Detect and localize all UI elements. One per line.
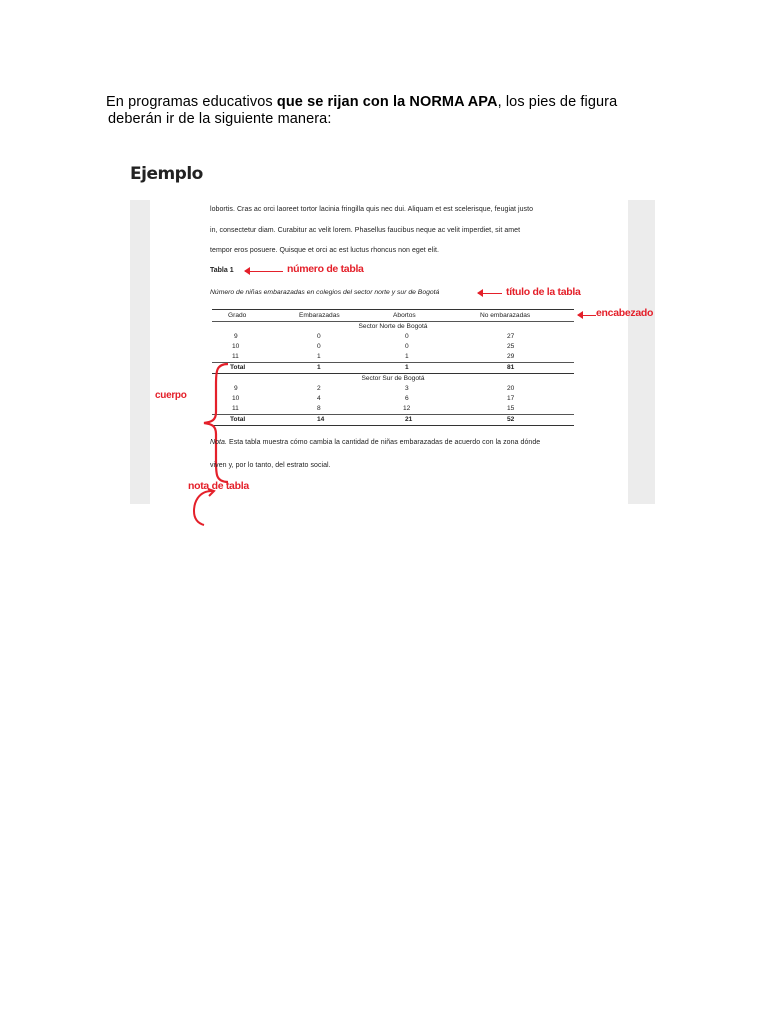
sector-label-norte: Sector Norte de Bogotá [358, 323, 428, 330]
cell-abortos: 21 [405, 416, 413, 423]
intro-line-1-end: , los pies de figura [497, 94, 618, 110]
cell-no-embarazadas: 52 [507, 416, 515, 423]
example-heading: Ejemplo [130, 164, 203, 184]
cell-abortos: 3 [405, 385, 409, 392]
cell-grado: 9 [234, 333, 238, 340]
intro-text [106, 94, 666, 128]
intro-line-1 [106, 94, 666, 111]
cell-abortos: 1 [405, 353, 409, 360]
cell-no-embarazadas: 20 [507, 385, 515, 392]
cell-no-embarazadas: 81 [507, 364, 515, 371]
intro-line-1-start: En programas educativos [106, 94, 277, 110]
cell-embarazadas: 2 [317, 385, 321, 392]
cell-embarazadas: 1 [317, 364, 321, 371]
cell-no-embarazadas: 29 [507, 353, 515, 360]
data-table [212, 309, 574, 426]
cell-total-label: Total [230, 416, 246, 423]
table-row [212, 352, 574, 362]
sector-label-sur: Sector Sur de Bogotá [361, 375, 425, 382]
paragraph-line-3: tempor eros posuere. Quisque et orci ac est luctus rhoncus non eget elit. [210, 247, 439, 254]
annotation-titulo-tabla: título de la tabla [506, 286, 581, 298]
curved-arrow-icon [190, 487, 216, 533]
annotation-encabezado: encabezado [596, 307, 654, 319]
arrow-left-icon [478, 293, 502, 294]
intro-line-1-bold: que se rijan con la NORMA APA [276, 94, 498, 110]
header-abortos: Abortos [393, 312, 416, 319]
header-embarazadas: Embarazadas [299, 312, 340, 319]
cell-abortos: 12 [403, 405, 411, 412]
note-text: Esta tabla muestra cómo cambia la cantidad de niñas embarazadas de acuerdo con la zona dónde [226, 439, 541, 446]
cell-total-label: Total [230, 364, 246, 371]
cell-embarazadas: 0 [317, 333, 321, 340]
table-row [212, 404, 574, 414]
table-note-line-2: viven y, por lo tanto, del estrato social. [210, 462, 331, 469]
cell-abortos: 0 [405, 333, 409, 340]
paragraph-line-1: lobortis. Cras ac orci laoreet tortor lacinia fringilla quis nec dui. Aliquam et est scelerisque, feugiat justo [210, 206, 534, 213]
header-no-embarazadas: No embarazadas [480, 312, 531, 319]
table-number: Tabla 1 [210, 267, 234, 274]
cell-grado: 10 [232, 395, 240, 402]
table-row [212, 384, 574, 394]
annotation-numero-tabla: número de tabla [287, 263, 364, 275]
table-header-row [212, 310, 574, 321]
arrow-left-icon [578, 315, 596, 316]
table-bottom-rule [212, 425, 574, 426]
cell-embarazadas: 8 [317, 405, 321, 412]
cell-abortos: 6 [405, 395, 409, 402]
cell-embarazadas: 0 [317, 343, 321, 350]
table-row [212, 342, 574, 352]
cell-embarazadas: 14 [317, 416, 325, 423]
annotation-cuerpo: cuerpo [155, 390, 187, 401]
cell-no-embarazadas: 25 [507, 343, 515, 350]
cell-embarazadas: 4 [317, 395, 321, 402]
cell-grado: 11 [232, 405, 239, 412]
cell-abortos: 1 [405, 364, 409, 371]
table-total-row [212, 415, 574, 425]
table-row [212, 332, 574, 342]
arrow-left-icon [245, 271, 283, 272]
cell-embarazadas: 1 [317, 353, 321, 360]
header-grado: Grado [228, 312, 247, 319]
cell-no-embarazadas: 17 [507, 395, 515, 402]
example-figure [130, 162, 655, 504]
cell-abortos: 0 [405, 343, 409, 350]
cell-no-embarazadas: 27 [507, 333, 515, 340]
example-panel [130, 200, 655, 504]
paragraph-line-2: in, consectetur diam. Curabitur ac velit lorem. Phasellus faucibus neque ac velit imperdiet, sit amet [210, 227, 521, 234]
cell-grado: 11 [232, 353, 239, 360]
note-label: Nota. [210, 439, 227, 446]
cell-grado: 9 [234, 385, 238, 392]
table-title: Número de niñas embarazadas en colegios del sector norte y sur de Bogotá [210, 289, 440, 296]
example-page [150, 200, 654, 504]
table-row [212, 394, 574, 404]
table-total-row [212, 363, 574, 373]
table-note-line-1 [210, 439, 540, 446]
intro-line-2: deberán ir de la siguiente manera: [108, 111, 332, 127]
annotation-nota-tabla: nota de tabla [188, 480, 249, 492]
cell-grado: 10 [232, 343, 240, 350]
cell-no-embarazadas: 15 [507, 405, 515, 412]
